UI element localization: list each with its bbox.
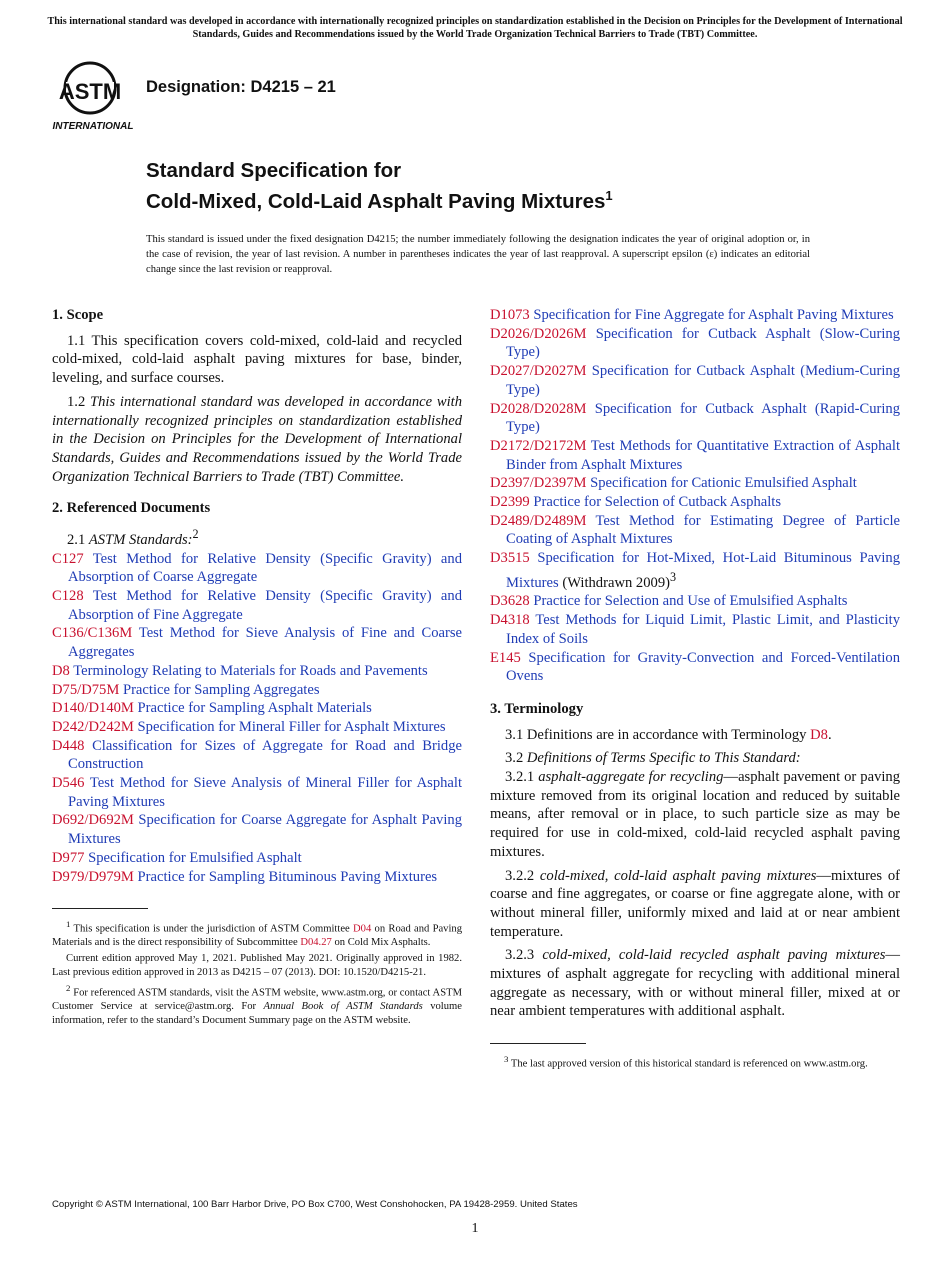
reference-title-link[interactable]: Specification for Hot-Mixed, Hot-Laid Bituminous Paving Mixtures bbox=[506, 550, 900, 591]
reference-code-link[interactable]: E145 bbox=[490, 649, 521, 666]
reference-item bbox=[52, 737, 462, 774]
definition-term: cold-mixed, cold-laid recycled asphalt paving mixtures bbox=[542, 947, 886, 964]
reference-title-link[interactable]: Practice for Selection and Use of Emulsified Asphalts bbox=[533, 593, 848, 610]
definition-item: 3.2.1 asphalt-aggregate for recycling—asphalt pavement or paving mixture removed from its original location and reduced by suitable means, after removal or in place, to such particle size as may be required for use in cold-mixed, cold-laid recycled asphalt paving mixtures. bbox=[490, 769, 901, 860]
reference-title-link[interactable]: Specification for Coarse Aggregate for Asphalt Paving Mixtures bbox=[68, 812, 462, 848]
definition-item: 3.2.2 cold-mixed, cold-laid asphalt paving mixtures—mixtures of coarse and fine aggregates, or coarse or fine aggregate alone, with or without mineral filler, uniformly mixed and laid at or near ambient temperature. bbox=[490, 867, 900, 940]
reference-code-link[interactable]: D2489/D2489M bbox=[490, 512, 587, 529]
logo-caption: INTERNATIONAL bbox=[52, 121, 134, 132]
section-scope-heading: 1. Scope bbox=[52, 307, 104, 323]
reference-item bbox=[52, 811, 462, 848]
reference-title-link[interactable]: Test Method for Sieve Analysis of Fine and Coarse Aggregates bbox=[68, 625, 462, 661]
reference-title-link[interactable]: Practice for Selection of Cutback Asphalts bbox=[533, 494, 782, 511]
reference-item bbox=[52, 550, 462, 587]
subcommittee-d04-27-link[interactable]: D04.27 bbox=[300, 937, 332, 949]
reference-title-link[interactable]: Test Methods for Quantitative Extraction of Asphalt Binder from Asphalt Mixtures bbox=[506, 437, 900, 473]
reference-title-link[interactable]: Terminology Relating to Materials for Roads and Pavements bbox=[73, 662, 428, 679]
page-title bbox=[146, 158, 613, 214]
reference-code-link[interactable]: D75/D75M bbox=[52, 681, 120, 698]
astm-standards-label: 2.1 ASTM Standards:$^2$ bbox=[67, 527, 199, 548]
reference-item bbox=[490, 325, 900, 362]
reference-item bbox=[52, 662, 462, 681]
reference-code-link[interactable]: D2172/D2172M bbox=[490, 437, 587, 454]
reference-title-link[interactable]: Specification for Gravity-Convection and Forced-Ventilation Ovens bbox=[506, 649, 900, 685]
reference-title-link[interactable]: Test Method for Relative Density (Specific Gravity) and Absorption of Coarse Aggregate bbox=[68, 550, 462, 586]
reference-item bbox=[490, 362, 900, 399]
title-line-1: Standard Specification for bbox=[146, 159, 402, 182]
terminology-3-1: 3.1 Definitions are in accordance with Terminology D8. bbox=[505, 726, 832, 743]
scope-1-2: 1.2 This international standard was developed in accordance with internationally recognized principles on standardization established in the Decision on Principles for the Development of International Standards, Guides and Recommendations issued by the World Trade Organization Technical Barriers to Trade (TBT) Committee. bbox=[52, 393, 463, 485]
reference-code-link[interactable]: D2397/D2397M bbox=[490, 475, 587, 492]
reference-item bbox=[490, 512, 900, 549]
astm-logo bbox=[52, 58, 134, 132]
reference-code-link[interactable]: D977 bbox=[52, 849, 85, 866]
reference-title-link[interactable]: Specification for Cutback Asphalt (Medium-Curing Type) bbox=[506, 363, 900, 398]
definition-term: cold-mixed, cold-laid asphalt paving mixtures bbox=[539, 867, 817, 884]
astm-logo-icon bbox=[52, 58, 134, 132]
logo-mark: ASTM bbox=[58, 79, 122, 104]
footnote-divider bbox=[52, 908, 148, 909]
reference-item bbox=[52, 699, 462, 718]
reference-code-link[interactable]: D3515 bbox=[490, 550, 530, 567]
reference-code-link[interactable]: D4318 bbox=[490, 612, 530, 629]
reference-title-link[interactable]: Practice for Sampling Bituminous Paving Mixtures bbox=[137, 868, 438, 885]
reference-title-link[interactable]: Specification for Mineral Filler for Asphalt Mixtures bbox=[137, 718, 446, 735]
definition-term: asphalt-aggregate for recycling bbox=[538, 769, 724, 786]
reference-code-link[interactable]: D242/D242M bbox=[52, 718, 134, 735]
right-column bbox=[490, 306, 900, 1073]
reference-code-link[interactable]: D692/D692M bbox=[52, 812, 134, 829]
reference-item bbox=[52, 868, 462, 887]
reference-item bbox=[52, 849, 462, 868]
issuance-note: This standard is issued under the fixed designation D4215; the number immediately following the designation indicates the year of original adoption or, in the case of revision, the year of last revision. A number in parentheses indicates the year of last reapproval. A superscript epsilon (ε) indicates an editorial change since the last revision or reapproval. bbox=[146, 234, 810, 275]
reference-code-link[interactable]: D546 bbox=[52, 775, 85, 792]
reference-item bbox=[52, 681, 462, 700]
reference-item bbox=[490, 400, 900, 437]
reference-item bbox=[490, 592, 900, 611]
section-terminology-heading: 3. Terminology bbox=[490, 700, 584, 717]
reference-code-link[interactable]: D3628 bbox=[490, 593, 530, 610]
reference-item bbox=[490, 611, 900, 648]
footnotes-left bbox=[52, 918, 462, 1027]
section-refdocs-heading: 2. Referenced Documents bbox=[52, 500, 211, 517]
footnote-3: $^3$ The last approved version of this historical standard is referenced on www.astm.org. bbox=[504, 1054, 868, 1070]
reference-code-link[interactable]: D2028/D2028M bbox=[490, 400, 587, 417]
reference-item bbox=[490, 437, 900, 474]
reference-item bbox=[52, 718, 462, 737]
reference-item bbox=[490, 306, 900, 325]
reference-code-link[interactable]: C127 bbox=[52, 550, 84, 567]
reference-code-link[interactable]: D2027/D2027M bbox=[490, 363, 587, 380]
reference-item bbox=[52, 774, 462, 811]
terminology-3-2: 3.2 Definitions of Terms Specific to This Standard: bbox=[505, 750, 801, 767]
reference-title-link[interactable]: Practice for Sampling Aggregates bbox=[122, 681, 320, 698]
reference-code-link[interactable]: D2026/D2026M bbox=[490, 325, 587, 342]
reference-title-link[interactable]: Specification for Emulsified Asphalt bbox=[88, 849, 302, 866]
reference-code-link[interactable]: D979/D979M bbox=[52, 868, 134, 885]
reference-code-link[interactable]: D2399 bbox=[490, 494, 530, 511]
scope-1-1: 1.1 This specification covers cold-mixed, cold-laid and recycled cold-mixed, cold-laid asphalt paving mixtures for base, binder, leveling, and surface courses. bbox=[52, 332, 462, 387]
reference-item bbox=[490, 549, 900, 592]
reference-code-link[interactable]: D140/D140M bbox=[52, 700, 134, 717]
footnote-divider-right bbox=[490, 1043, 586, 1044]
right-reference-list bbox=[490, 306, 900, 686]
reference-title-link[interactable]: Specification for Cutback Asphalt (Slow-Curing Type) bbox=[506, 325, 900, 361]
reference-code-link[interactable]: D1073 bbox=[490, 307, 530, 323]
designation: Designation: D4215 – 21 bbox=[146, 78, 336, 96]
left-reference-list bbox=[52, 550, 462, 887]
terminology-d8-link[interactable]: D8 bbox=[810, 726, 828, 743]
reference-title-link[interactable]: Test Method for Relative Density (Specific Gravity) and Absorption of Fine Aggregate bbox=[68, 588, 462, 623]
reference-code-link[interactable]: D8 bbox=[52, 662, 70, 679]
footnote-1: $^1$ This specification is under the jurisdiction of ASTM Committee D04 on Road and Paving Materials and is the direct responsibility of Subcommittee D04.27 on Cold Mix Asphalts. bbox=[52, 919, 462, 949]
copyright: Copyright © ASTM International, 100 Barr Harbor Drive, PO Box C700, West Conshohocken, PA 19428-2959. United States bbox=[52, 1199, 578, 1210]
reference-code-link[interactable]: C128 bbox=[52, 588, 84, 604]
reference-title-link[interactable]: Test Method for Sieve Analysis of Mineral Filler for Asphalt Paving Mixtures bbox=[68, 775, 463, 810]
footnote-2: $^2$ For referenced ASTM standards, visit the ASTM website, www.astm.org, or contact ASTM Customer Service at service@astm.org. For Annual Book of ASTM Standards volume information, refer to the standard’s Document Summary page on the ASTM website. bbox=[52, 982, 462, 1026]
reference-withdrawn-note: (Withdrawn 2009) bbox=[558, 574, 670, 591]
page-number: 1 bbox=[471, 1221, 479, 1236]
reference-title-link[interactable]: Test Methods for Liquid Limit, Plastic Limit, and Plasticity Index of Soils bbox=[506, 612, 900, 647]
committee-d04-link[interactable]: D04 bbox=[353, 923, 372, 935]
reference-title-link[interactable]: Classification for Sizes of Aggregate for Road and Bridge Construction bbox=[68, 737, 462, 773]
reference-code-link[interactable]: D448 bbox=[52, 737, 85, 754]
reference-footnote-ref[interactable]: 3 bbox=[669, 569, 677, 584]
reference-item bbox=[490, 649, 900, 686]
reference-title-link[interactable]: Specification for Fine Aggregate for Asphalt Paving Mixtures bbox=[533, 307, 894, 323]
reference-item bbox=[490, 493, 900, 512]
reference-item bbox=[52, 587, 462, 624]
left-column bbox=[52, 306, 462, 1029]
reference-title-link[interactable]: Test Method for Estimating Degree of Particle Coating of Asphalt Mixtures bbox=[506, 512, 900, 548]
reference-item bbox=[490, 474, 900, 493]
definitions-list bbox=[490, 768, 900, 1021]
title-line-2: Cold-Mixed, Cold-Laid Asphalt Paving Mixtures$^1$ bbox=[146, 188, 613, 213]
reference-code-link[interactable]: C136/C136M bbox=[52, 625, 133, 642]
reference-title-link[interactable]: Practice for Sampling Asphalt Materials bbox=[137, 700, 372, 717]
reference-item bbox=[52, 624, 462, 661]
definition-item: 3.2.3 cold-mixed, cold-laid recycled asphalt paving mixtures—mixtures of asphalt aggregate for recycling with additional mineral aggregate as necessary, with or without mineral filler, mixed at or near ambient temperatures with additional asphalt. bbox=[490, 947, 900, 1020]
edition-note: Current edition approved May 1, 2021. Published May 2021. Originally approved in 1982. Last previous edition approved in 2013 as D4215 – 07 (2013). DOI: 10.1520/D4215-21. bbox=[52, 953, 462, 978]
reference-title-link[interactable]: Specification for Cutback Asphalt (Rapid-Curing Type) bbox=[506, 400, 900, 436]
title-footnote-ref[interactable]: 1 bbox=[605, 188, 613, 203]
tbt-notice: This international standard was developed in accordance with internationally recognized principles on standardization established in the Decision on Principles for the Development of International Standards, Guides and Recommendations issued by the World Trade Organization Technical Barriers to Trade (TBT) Committee. bbox=[47, 16, 903, 40]
reference-title-link[interactable]: Specification for Cationic Emulsified Asphalt bbox=[590, 475, 857, 492]
